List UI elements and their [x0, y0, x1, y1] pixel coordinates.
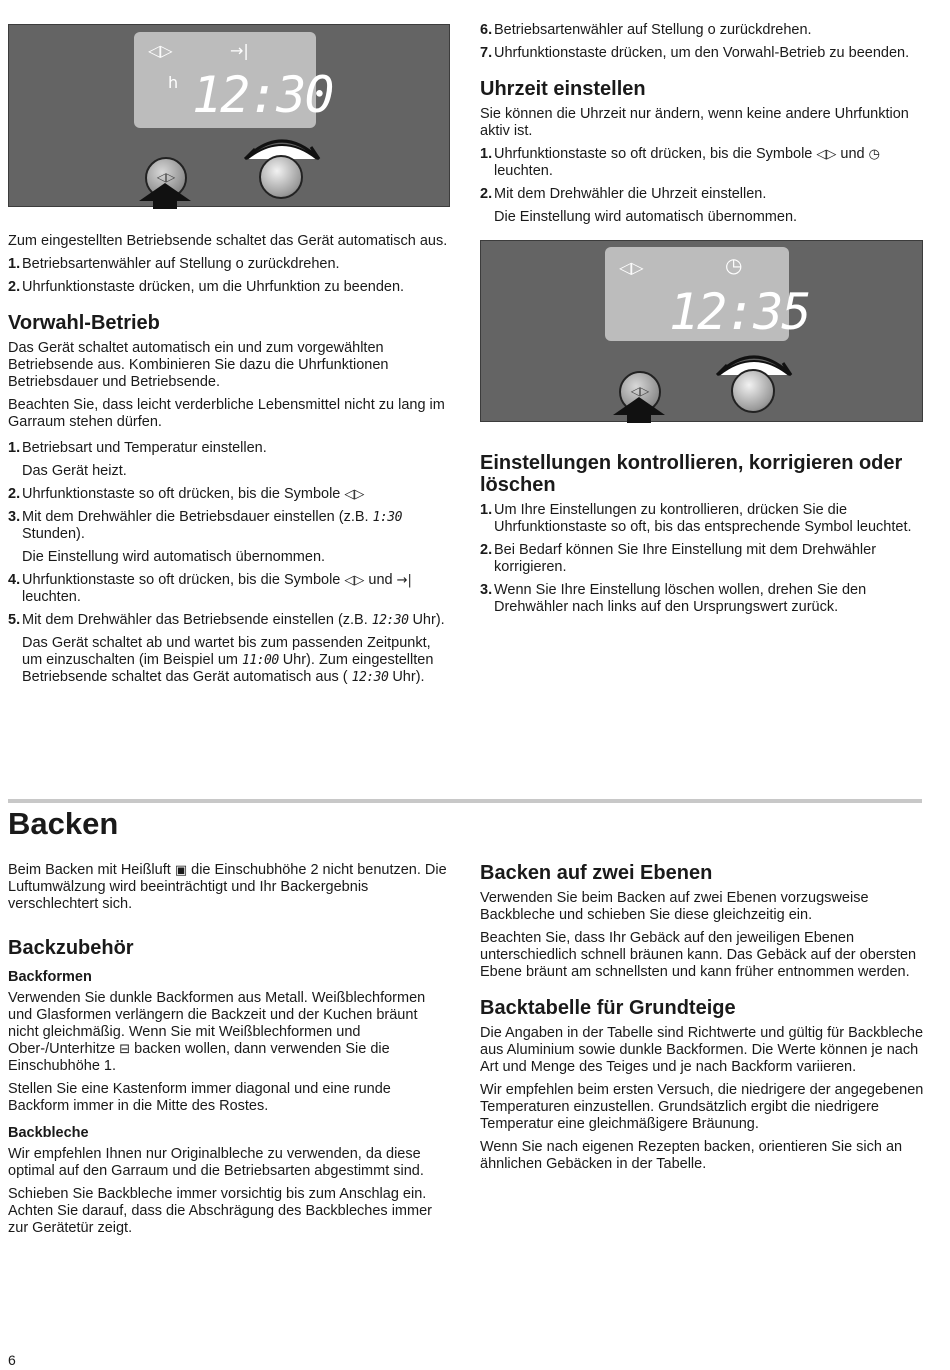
right-column-bottom [480, 862, 926, 1179]
ebenen-paragraph-1: Verwenden Sie beim Backen auf zwei Ebenen vorzugsweise Backbleche und schieben Sie diese gleichzeitig ein. [480, 890, 869, 923]
tabelle-paragraph-2: Wir empfehlen beim ersten Versuch, die niedrigere der angegebenen Temperaturen einzustellen. Grundsätzlich ergibt die niedrigere Temperatur eine gleichmäßigere Bräunung. [480, 1082, 924, 1132]
heading-backtabelle: Backtabelle für Grundteige [480, 997, 736, 1019]
mode-symbol-icon: ◁▷ [148, 41, 173, 60]
right-column-top [480, 22, 926, 622]
intro-paragraph: Zum eingestellten Betriebsende schaltet das Gerät automatisch aus. [8, 233, 448, 249]
mode-symbol-icon: ◁▷ [619, 258, 644, 277]
list-item: 1. Betriebsartenwähler auf Stellung o zurückdrehen. [8, 256, 340, 272]
lcd-display [134, 32, 333, 128]
clock-symbol-icon: ◷ [868, 147, 880, 162]
hour-unit-label: h [168, 73, 179, 92]
list-item: 2. Bei Bedarf können Sie Ihre Einstellung mit dem Drehwähler korrigieren. [480, 542, 877, 575]
backformen-paragraph-1: Verwenden Sie dunkle Backformen aus Metall. Weißblechformen und Glasformen verlängern die Backzeit und der Kuchen bräunt nicht gleichmäßig. Wenn Sie mit Weißblechformen und Ober-/Unterhitze ⊟ backen wollen, dann verwenden Sie die Einschubhöhe 1. [8, 990, 426, 1074]
backen-intro: Beim Backen mit Heißluft ▣ die Einschubhöhe 2 nicht benutzen. Die Luftumwälzung wird beeinträchtigt und Ihr Backergebnis verschlechtert sich. [8, 862, 447, 912]
left-column-top [8, 24, 448, 692]
mode-symbol-icon: ◁▷ [816, 147, 837, 162]
list-item: 4. Uhrfunktionstaste so oft drücken, bis die Symbole ◁▷ und →| leuchten. [8, 572, 412, 605]
rotary-knob[interactable] [731, 369, 775, 413]
list-item: 2. Uhrfunktionstaste so oft drücken, bis die Symbole ◁▷ [8, 486, 365, 502]
uhrzeit-steps [480, 146, 926, 226]
display-time: 12:35 [669, 283, 810, 341]
mode-symbol-icon: ◁▷ [344, 487, 365, 502]
vorwahl-paragraph-1: Das Gerät schaltet automatisch ein und zum vorgewählten Betriebsende aus. Kombinieren Sie dazu die Uhrfunktionen Betriebsdauer und Betriebsende. [8, 340, 389, 390]
tabelle-paragraph-3: Wenn Sie nach eigenen Rezepten backen, orientieren Sie sich an ähnlichen Gebäcken in der Tabelle. [480, 1139, 903, 1172]
backbleche-paragraph-2: Schieben Sie Backbleche immer vorsichtig bis zum Anschlag ein. Achten Sie darauf, dass die Abschrägung des Backbleches immer zur Gerätetür zeigt. [8, 1186, 432, 1236]
list-item: 3. Wenn Sie Ihre Einstellung löschen wollen, drehen Sie den Drehwähler nach links auf den Ursprungswert zurück. [480, 582, 867, 615]
lcd-display [605, 247, 810, 341]
top-bottom-heat-icon: ⊟ [119, 1042, 131, 1057]
heading-backformen: Backformen [8, 969, 92, 985]
heading-einstellungen: Einstellungen kontrollieren, korrigieren oder löschen [480, 452, 903, 496]
list-item-note: Die Einstellung wird automatisch übernommen. [494, 209, 798, 225]
clock-function-button[interactable]: ◁▷ [145, 157, 187, 199]
section-title-backen: Backen [8, 806, 119, 841]
rotary-knob[interactable] [259, 155, 303, 199]
tabelle-paragraph-1: Die Angaben in der Tabelle sind Richtwerte und gültig für Backbleche aus Aluminium sowie dunkle Backformen. Die Werte können je nach Art und Menge des Teiges und je nach Backform variieren. [480, 1025, 924, 1075]
list-item-note: Das Gerät heizt. [22, 463, 127, 479]
clock-function-button[interactable]: ◁▷ [619, 371, 661, 413]
list-item-note: Das Gerät schaltet ab und wartet bis zum passenden Zeitpunkt, um einzuschalten (im Beispiel um 11:00 Uhr). Zum eingestellten Betriebsende schaltet das Gerät automatisch aus ( 12:30 Uhr). [22, 635, 434, 685]
display-time: 12:30 [192, 66, 333, 124]
page-number: 6 [8, 1352, 16, 1368]
backformen-paragraph-2: Stellen Sie eine Kastenform immer diagonal und eine runde Backform immer in die Mitte des Rostes. [8, 1081, 391, 1114]
steps-list [8, 256, 448, 296]
vorwahl-steps [8, 440, 448, 686]
einstellungen-steps [480, 502, 926, 616]
vorwahl-paragraph-2: Beachten Sie, dass leicht verderbliche Lebensmittel nicht zu lang im Garraum stehen dürfen. [8, 397, 445, 430]
heading-uhrzeit: Uhrzeit einstellen [480, 78, 646, 100]
section-divider [8, 799, 922, 803]
press-arrow-icon [137, 183, 193, 209]
list-item: 5. Mit dem Drehwähler das Betriebsende einstellen (z.B. 12:30 Uhr). [8, 612, 445, 628]
ebenen-paragraph-2: Beachten Sie, dass Ihr Gebäck auf den jeweiligen Ebenen unterschiedlich schnell bräunen kann. Das Gebäck auf der obersten Ebene bräunt am schnellsten und kann früher entnommen werden. [480, 930, 917, 980]
control-panel-illustration-1 [8, 24, 450, 207]
end-time-symbol-icon: →| [230, 41, 249, 60]
steps-list [480, 22, 926, 62]
mode-symbol-icon: ◁▷ [344, 573, 365, 588]
press-arrow-icon [611, 397, 667, 423]
hot-air-icon: ▣ [174, 863, 188, 878]
list-item: 3. Mit dem Drehwähler die Betriebsdauer einstellen (z.B. 1:30 Stunden). [8, 509, 402, 542]
clock-symbol-icon: ◷ [725, 253, 743, 277]
list-item: 2. Uhrfunktionstaste drücken, um die Uhrfunktion zu beenden. [8, 279, 405, 295]
list-item: 6. Betriebsartenwähler auf Stellung o zurückdrehen. [480, 22, 812, 38]
control-panel-illustration-2 [480, 240, 923, 422]
list-item: 2. Mit dem Drehwähler die Uhrzeit einstellen. [480, 186, 767, 202]
list-item: 7. Uhrfunktionstaste drücken, um den Vorwahl-Betrieb zu beenden. [480, 45, 910, 61]
left-column-bottom [8, 862, 448, 1243]
heading-backbleche: Backbleche [8, 1125, 89, 1141]
heading-zwei-ebenen: Backen auf zwei Ebenen [480, 862, 713, 884]
list-item: 1. Um Ihre Einstellungen zu kontrollieren, drücken Sie die Uhrfunktionstaste so oft, bis das entsprechende Symbol leuchtet. [480, 502, 912, 535]
list-item: 1. Betriebsart und Temperatur einstellen. [8, 440, 267, 456]
backbleche-paragraph-1: Wir empfehlen Ihnen nur Originalbleche zu verwenden, da diese optimal auf den Garraum und die Betriebsarten abgestimmt sind. [8, 1146, 424, 1179]
list-item: 1. Uhrfunktionstaste so oft drücken, bis die Symbole ◁▷ und ◷ leuchten. [480, 146, 880, 179]
heading-backzubehoer: Backzubehör [8, 937, 134, 959]
list-item-note: Die Einstellung wird automatisch übernommen. [22, 549, 326, 565]
uhrzeit-paragraph: Sie können die Uhrzeit nur ändern, wenn keine andere Uhrfunktion aktiv ist. [480, 106, 909, 139]
end-time-symbol-icon: →| [396, 573, 412, 588]
heading-vorwahl: Vorwahl-Betrieb [8, 312, 160, 334]
